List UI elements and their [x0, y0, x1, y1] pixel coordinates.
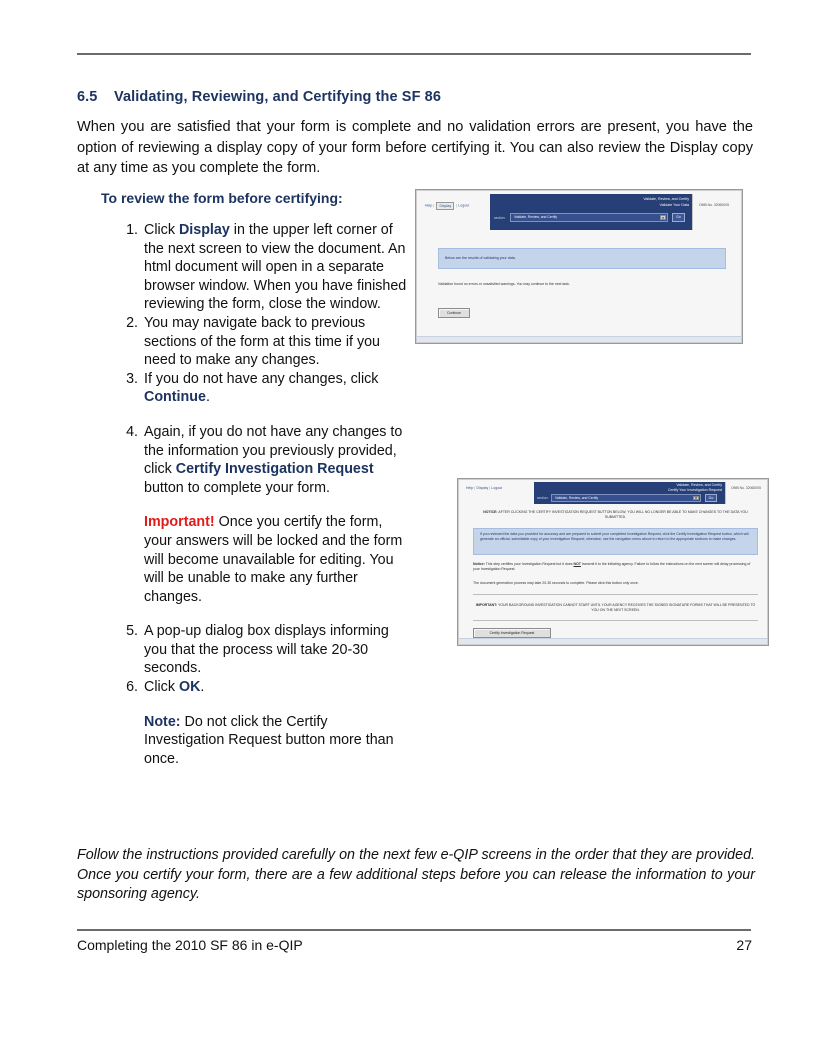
nav-separator: |	[474, 486, 476, 490]
section-select-label: section:	[537, 496, 549, 500]
list-item	[108, 678, 408, 697]
list-marker: 1.	[126, 222, 138, 238]
display-link[interactable]: Display	[476, 486, 489, 490]
validation-info-band	[438, 248, 726, 269]
screenshot-footer-bar	[459, 638, 767, 644]
important-text: Once you certify the form, your answers will be locked and the form will become unavailable for editing. You will be unable to make any further changes.	[144, 514, 403, 605]
omb-number: OMB No. 32060005	[699, 203, 729, 207]
important-label: Important!	[144, 514, 215, 531]
certify-notice	[473, 510, 758, 520]
steps-list	[108, 221, 408, 768]
bar-title-line2: Validate Your Data	[659, 203, 689, 207]
step-text-after: .	[205, 389, 210, 406]
certify-notice2-label: Notice:	[473, 562, 485, 566]
footer-rule	[77, 929, 751, 931]
section-select-label: section:	[494, 216, 506, 220]
go-button[interactable]: Go	[672, 213, 685, 222]
logout-link[interactable]: Logout	[491, 486, 503, 490]
step-emphasis: OK	[178, 679, 201, 696]
divider	[473, 594, 758, 595]
note-callout	[108, 713, 408, 769]
certify-investigation-request-button[interactable]: Certify Investigation Request	[473, 628, 551, 638]
step-text-before: Click	[144, 679, 179, 696]
certify-important-text: YOUR BACKGROUND INVESTIGATION CANNOT START UNTIL YOUR AGENCY RECEIVES THE SIGNED SIGNATURE FORMS THAT WILL BE PRESENTED TO YOU ON THE NEXT SCREEN.	[497, 603, 756, 612]
nav-separator: |	[489, 486, 491, 490]
note-text: Do not click the Certify Investigation Request button more than once.	[144, 713, 394, 767]
list-marker: 6.	[126, 679, 138, 696]
step-text-after: button to complete your form.	[144, 479, 330, 496]
list-item	[108, 423, 408, 497]
list-marker: 4.	[126, 423, 138, 440]
certify-notice-label: NOTICE:	[483, 510, 498, 514]
eqip-header-bar	[534, 482, 725, 504]
page-number: 27	[736, 937, 752, 953]
section-select[interactable]	[510, 213, 668, 222]
divider	[473, 620, 758, 621]
step-text: You may navigate back to previous sections of the form at this time if you need to make any changes.	[144, 314, 380, 369]
section-number: 6.5	[77, 89, 98, 105]
section-select[interactable]	[551, 494, 701, 502]
bar-title-line1: Validate, Review, and Certify	[676, 483, 722, 487]
eqip-nav-bar	[466, 486, 502, 490]
certify-notice2-text-a: This step certifies your Investigation Request but it does	[484, 562, 574, 566]
list-item	[108, 622, 408, 678]
logout-link[interactable]: Logout	[458, 203, 470, 208]
chevron-down-icon[interactable]	[660, 215, 666, 220]
screenshot-footer-bar	[417, 336, 741, 342]
list-marker: 3.	[126, 370, 138, 387]
subheading-review-before-certifying: To review the form before certifying:	[101, 190, 343, 206]
screenshot-frame	[458, 479, 768, 645]
omb-cell	[692, 194, 743, 230]
chevron-down-icon[interactable]	[693, 496, 699, 500]
omb-number: OMB No. 32060005	[731, 486, 761, 490]
step-text	[144, 424, 402, 496]
processing-time-text: The document generation process may take 20-30 seconds to complete. Please click this button only once.	[473, 581, 639, 585]
nav-separator: |	[433, 203, 435, 208]
list-item	[108, 221, 408, 314]
screenshot-certify-investigation-request	[457, 478, 769, 646]
omb-cell	[725, 482, 769, 504]
certify-notice2-emphasis: NOT	[573, 562, 581, 566]
nav-separator: |	[456, 203, 458, 208]
certify-info-band	[473, 528, 758, 555]
go-button[interactable]: Go	[705, 494, 717, 502]
certify-important	[473, 603, 758, 613]
certify-important-label: IMPORTANT:	[475, 603, 498, 607]
note-label: Note:	[144, 713, 181, 730]
step-emphasis: Display	[178, 222, 230, 238]
step-emphasis: Certify Investigation Request	[175, 461, 374, 478]
screenshot-validate-your-data	[415, 189, 743, 344]
validation-info-text: Below are the results of validating your data.	[445, 256, 516, 260]
step-text-before: Click	[144, 222, 179, 238]
important-callout	[108, 513, 408, 606]
page-title	[77, 89, 757, 105]
intro-paragraph: When you are satisfied that your form is complete and no validation errors are present, you have the option of reviewing a display copy of your form before certifying it. You can also review the Display copy at any time as you complete the form.	[77, 119, 753, 176]
certify-info-text: If you reviewed the data you provided for accuracy and are prepared to submit your completed Investigation Request, click the Certify Investigation Request button, which will generate an official, submittable copy of your Investigation Request; otherwise, use the navigation menu above to return to the appropriate sections to make changes.	[480, 532, 749, 541]
step-text-before: If you do not have any changes, click	[144, 370, 379, 387]
step-text: A pop-up dialog box displays informing you that the process will take 20-30 seconds.	[144, 623, 389, 677]
spacer	[108, 697, 408, 713]
display-link[interactable]: Display	[436, 202, 454, 210]
closing-paragraph: Follow the instructions provided carefully on the next few e-QIP screens in the order that they are provided. Once you certify your form, there are a few additional steps before you can release the information to your sponsoring agency.	[77, 847, 755, 902]
validation-result-text: Validation found no errors or unsatisfied warnings. You may continue to the next task.	[438, 282, 570, 286]
bar-title-line2: Certify Your Investigation Request	[667, 488, 722, 492]
section-select-value: Validate, Review, and Certify	[555, 495, 599, 500]
header-rule	[77, 53, 751, 55]
step-text	[144, 222, 406, 312]
step-text	[144, 371, 378, 406]
step-text-after: .	[200, 679, 205, 696]
list-item	[108, 314, 408, 370]
step-text-after: in the upper left corner of the next screen to view the document. An html document will open in a separate browser window. When you have finished reviewing the form, close the window.	[144, 222, 407, 313]
continue-button[interactable]: Continue	[438, 308, 470, 318]
section-select-value: Validate, Review, and Certify	[514, 215, 558, 220]
list-item	[108, 370, 408, 407]
footer-title: Completing the 2010 SF 86 in e-QIP	[77, 937, 303, 953]
section-title: Validating, Reviewing, and Certifying the SF 86	[114, 89, 441, 105]
eqip-nav-bar	[425, 202, 469, 210]
step-text-before: Again, if you do not have any changes to the information you previously provided, click	[144, 423, 403, 478]
certify-notice-text: AFTER CLICKING THE CERTIFY INVESTIGATION REQUEST BUTTON BELOW, YOU WILL NO LONGER BE ABLE TO MAKE CHANGES TO THE DATA YOU SUBMITTED.	[497, 510, 748, 519]
list-marker: 5.	[126, 623, 138, 640]
help-link[interactable]: Help	[425, 203, 433, 208]
spacer	[108, 407, 408, 423]
certify-notice2	[473, 562, 758, 572]
list-marker: 2.	[126, 314, 138, 331]
screenshot-frame	[416, 190, 742, 343]
step-text	[144, 679, 204, 695]
eqip-header-bar	[490, 194, 692, 230]
spacer	[108, 497, 408, 513]
spacer	[108, 606, 408, 622]
step-emphasis: Continue	[144, 389, 206, 406]
help-link[interactable]: Help	[466, 486, 474, 490]
bar-title-line1: Validate, Review, and Certify	[643, 197, 689, 201]
certify-notice2-text-b: transmit it to the initiating agency. Failure to follow the instructions on the next screen will delay processing of your Investigation Request.	[473, 562, 751, 571]
